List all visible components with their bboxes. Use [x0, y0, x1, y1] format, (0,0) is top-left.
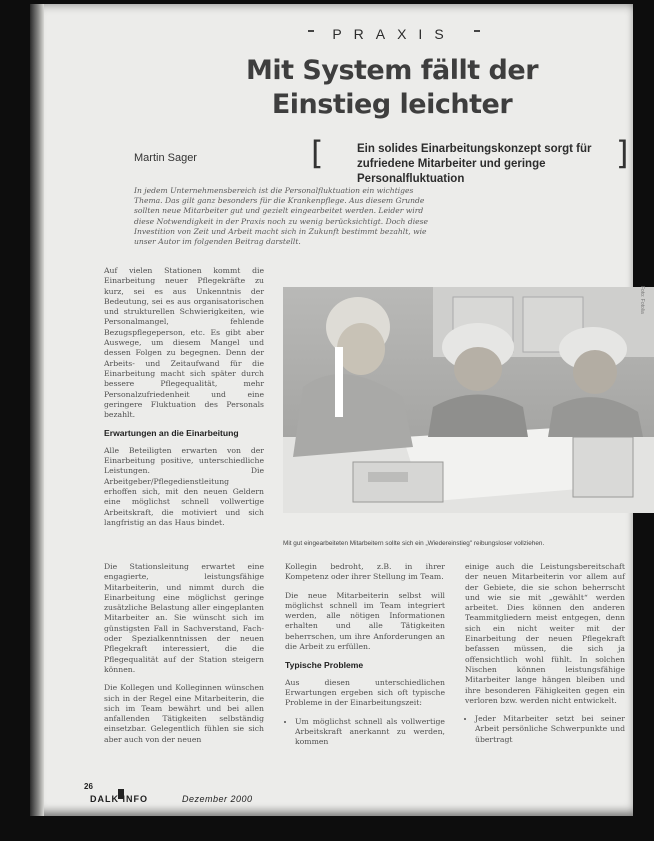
column-2-para-2: Die neue Mitarbeiterin selbst will möglichst schnell im Team integriert werden, alle nötigen Informationen erhalten und alle Tätigkeiten beherrschen, um ihre Anforderungen an die Arbeit zu erfüllen. — [285, 590, 445, 652]
column-3 — [465, 562, 625, 745]
article-title: Mit System fällt der Einstieg leichter — [245, 55, 539, 120]
expectations-paragraph: Alle Beteiligten erwarten von der Einarbeitung positive, unterschiedliche Leistungen. Die Arbeitgeber/Pflegedienstleitung erhoffen sich, mit den neuen Geldern eine möglichst schnell vollwertige Arbeitskraft, die motiviert und sich langfristig an das Haus bindet. — [104, 445, 264, 527]
heading-expectations: Erwartungen an die Einarbeitung — [104, 428, 239, 439]
column-2-para-3: Aus diesen unterschiedlichen Erwartungen ergeben sich oft typische Probleme in der Einarbeitungszeit: — [285, 677, 445, 708]
page-fold-shadow — [30, 4, 44, 816]
heading-problems: Typische Probleme — [285, 660, 364, 671]
page-number: 26 — [84, 782, 93, 791]
nurses-photo-illustration — [283, 287, 654, 513]
problems-list-continued — [465, 714, 625, 745]
close-bracket: ] — [616, 134, 629, 172]
section-label: PRAXIS — [314, 26, 474, 42]
intro-paragraph: Auf vielen Stationen kommt die Einarbeitung neuer Pflegekräfte zu kurz, sei es aus Unkenntnis der Bedeutung, sei es aus organisatorischen und strukturellen Schwierigkeiten, wie Personalmangel, fehlende Bezugspflegeperson, etc. Es gibt aber Auswege, um diesem Mangel und dessen Folgen zu begegnen. Denn der Arbeits- und Zeitaufwand für die Einarbeitung macht sich später durch bessere Pflegequalität, mehr Personalzufriedenheit und eine geringere Fluktuation des Personals bezahlt. — [104, 266, 264, 420]
magazine-page — [30, 4, 645, 816]
article-subtitle: Ein solides Einarbeitungskonzept sorgt für zufriedene Mitarbeiter und geringe Personalfluktuation — [357, 143, 592, 185]
article-lead: In jedem Unternehmensbereich ist die Personalfluktuation ein wichtiges Thema. Das gilt ganz besonders für die Krankenpflege. Aus diesem Grunde sollten neue Mitarbeiter gut und gezielt eingearbeitet werden. Leider wird diese Notwendigkeit in der Praxis noch zu wenig berücksichtigt. Doch diese Investition von Zeit und Arbeit macht sich in Zukunft bestimmt bezahlt, wie unser Autor im folgenden Beitrag darstellt. — [134, 186, 429, 247]
photo-caption: Mit gut eingearbeiteten Mitarbeitern sollte sich ein „Wiedereinstieg" reibungsloser vollziehen. — [283, 540, 545, 547]
footer — [90, 794, 253, 804]
author-name: Martin Sager — [134, 152, 197, 164]
column-2-para-1: Kollegin bedroht, z.B. in ihrer Kompetenz oder ihrer Stellung im Team. — [285, 562, 445, 582]
column-1-lower — [104, 562, 264, 753]
colleagues-paragraph: Die Kollegen und Kolleginnen wünschen sich in der Regel eine Mitarbeiterin, die sich im Team bewährt und bei allen anfallenden Tätigkeiten selbständig einsetzbar. Gelegentlich fühlen sie sich aber auch von der neuen — [104, 683, 264, 744]
list-item: • Jeder Mitarbeiter setzt bei seiner Arbeit persönliche Schwerpunkte und übertragt — [475, 714, 625, 745]
station-lead-paragraph: Die Stationsleitung erwartet eine engagierte, leistungsfähige Mitarbeiterin, und nimmt durch die Einarbeitung eine möglichst geringe zusätzliche Belastung aller eingeplanten Mitarbeiter an. Sie wünscht sich im günstigsten Fall in Sachverstand, Fach- oder Spezialkenntnissen der neuen Pflegekraft interessiert, die die Pflegequalität auf der Station steigern können. — [104, 562, 264, 674]
list-item: • Um möglichst schnell als vollwertige Arbeitskraft anerkannt zu werden, kommen — [295, 717, 445, 748]
footer-date: Dezember 2000 — [182, 794, 253, 804]
problems-list — [285, 717, 445, 748]
photo-credit: Foto: Fotolia — [639, 286, 645, 314]
article-photo — [283, 287, 654, 513]
column-3-para-1: einige auch die Leistungsbereitschaft der neuen Mitarbeiterin vor allem auf der Gebiete, die sie schon beherrscht und wie sie mit „gewählt“ werden arbeitet. Dies können den anderen Teammitgliedern meist entgegen, denn sich ein nicht weiter mit der Einarbeitung der neuen Pflegekraft befassen müssen, die sich ja offensichtlich wohl fühlt. In solchen Nischen können leistungsfähige Mitarbeiter lange hängen bleiben und ihre besonderen Fähigkeiten gegen ein verloren bzw. werden nicht entwickelt. — [465, 562, 625, 705]
footer-magazine: DALK INFO — [90, 794, 148, 804]
open-bracket: [ — [311, 134, 324, 172]
column-1 — [104, 266, 264, 536]
column-2 — [285, 562, 445, 747]
